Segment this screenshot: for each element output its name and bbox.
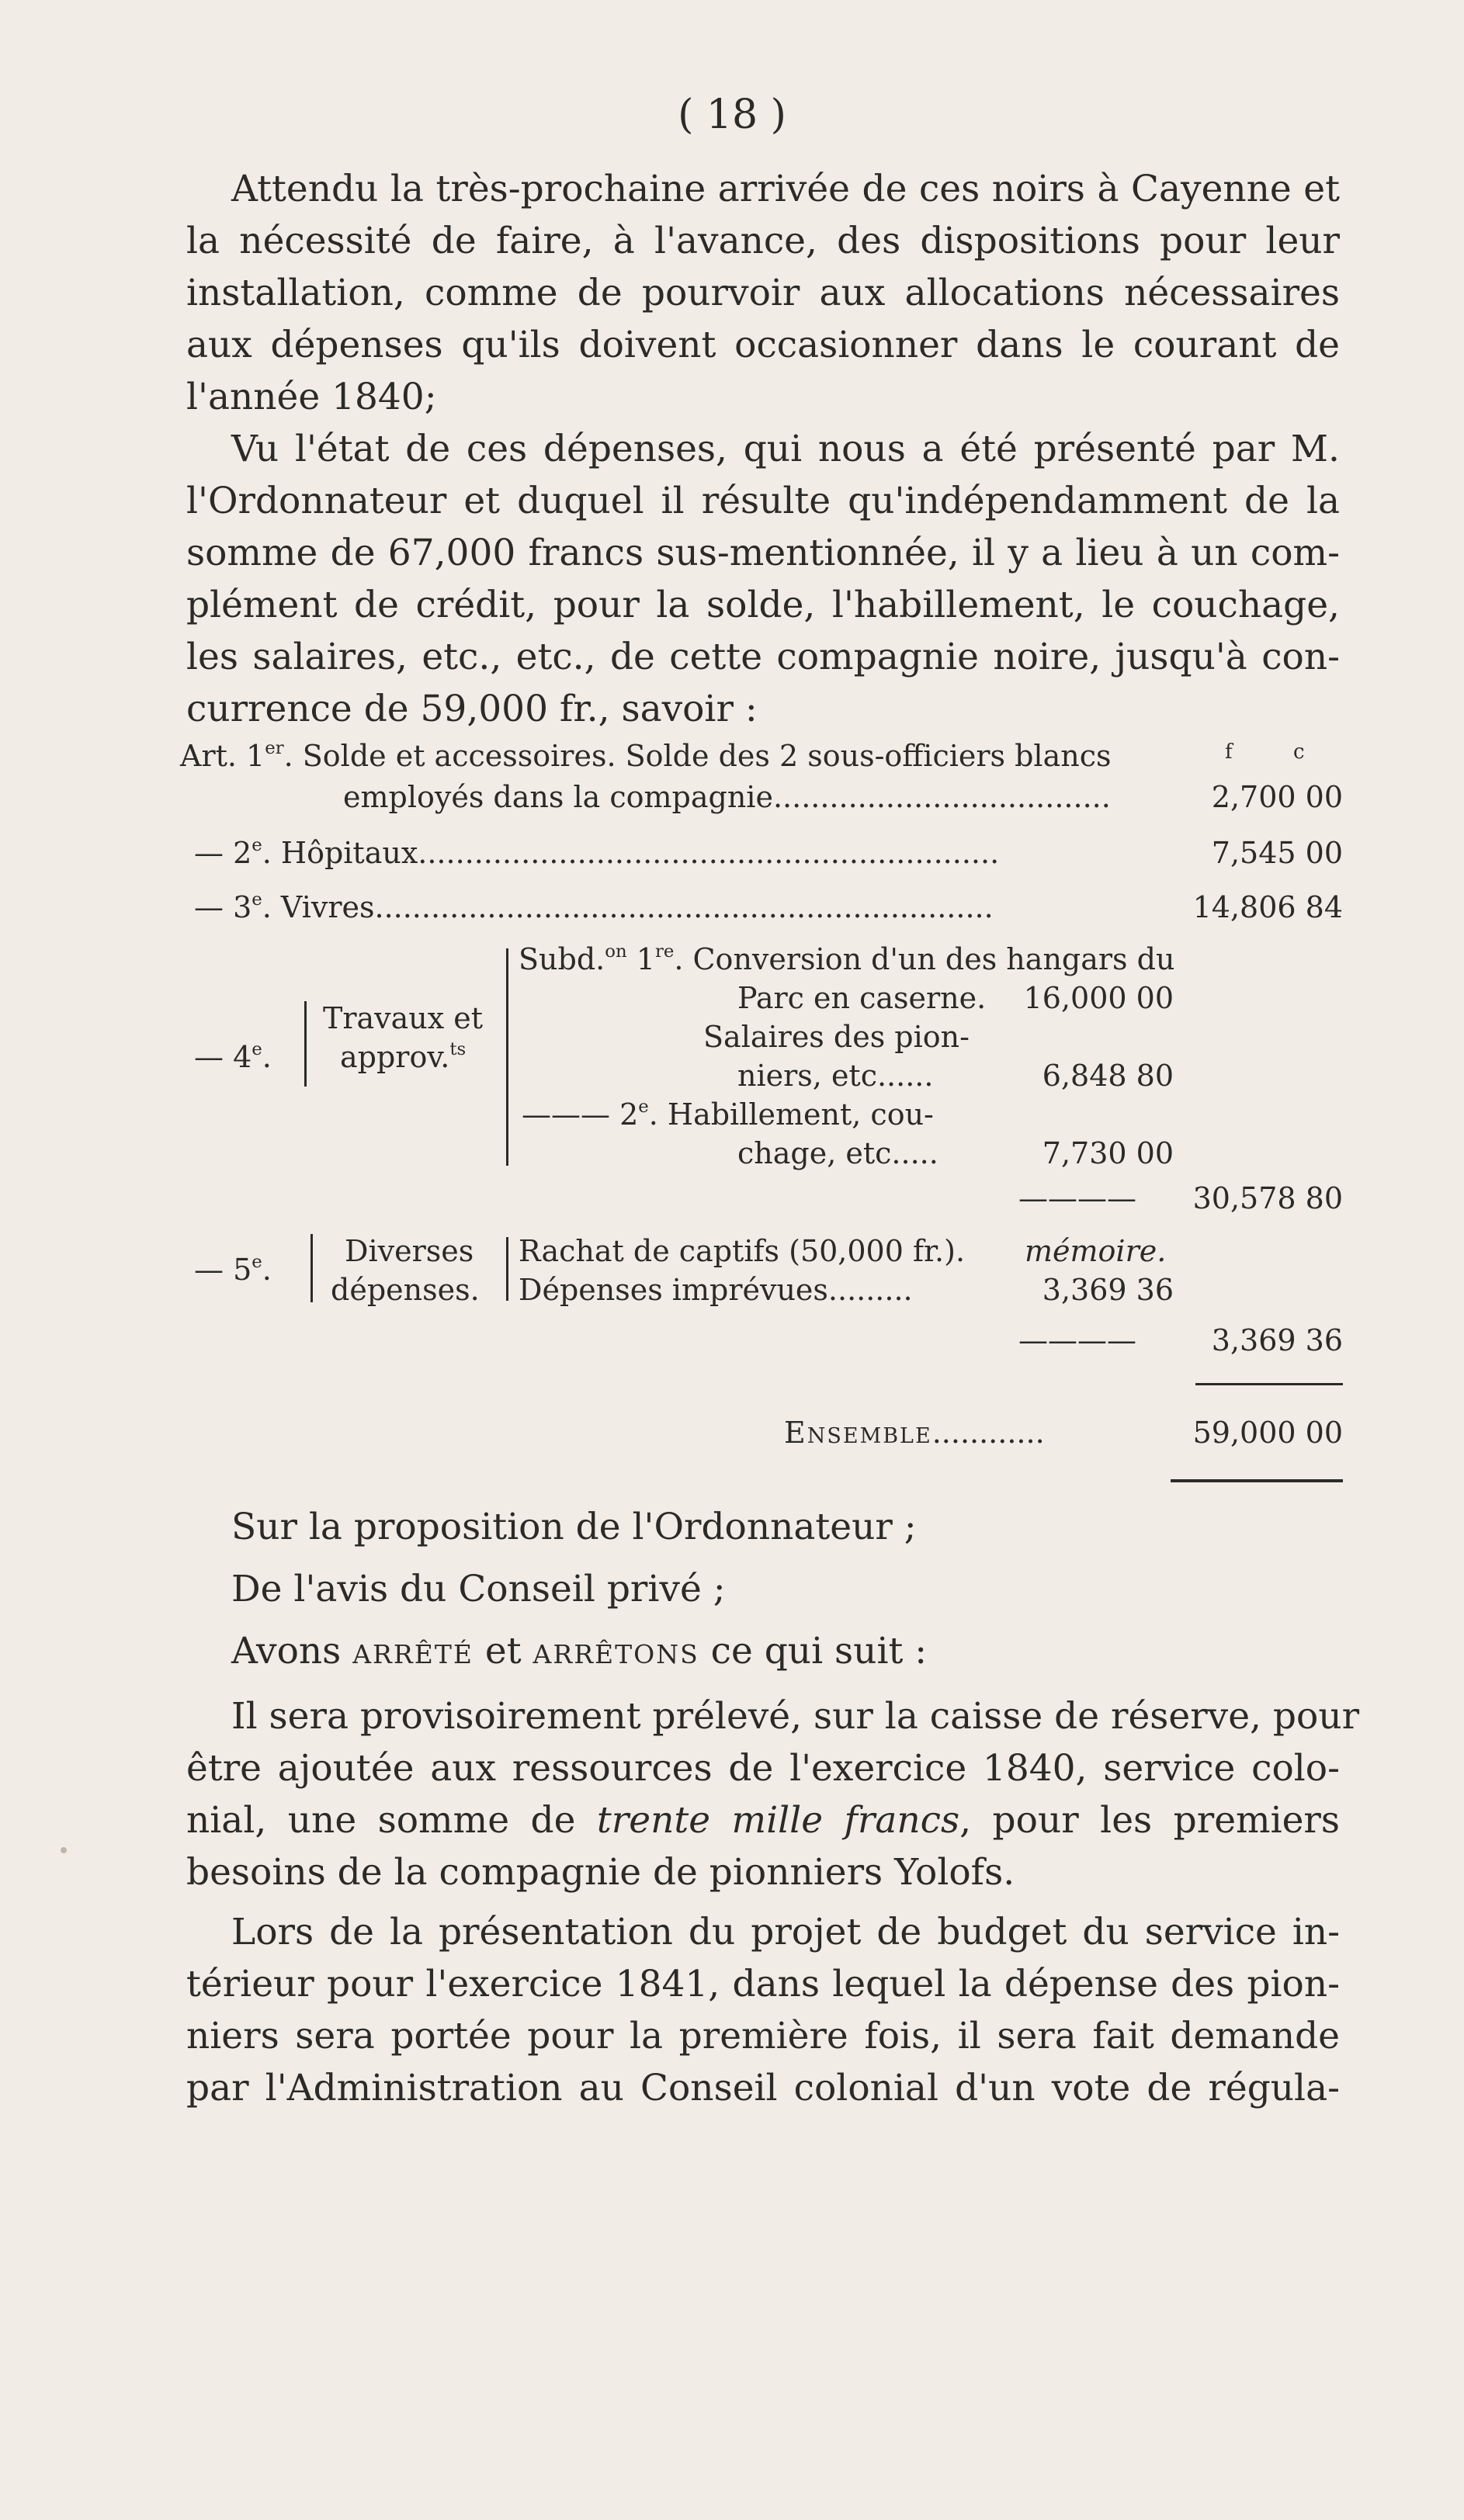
subdivision-1-sup: re [654, 941, 675, 962]
article-2-sup: e [252, 835, 262, 856]
article-2-label: . Hôpitaux [262, 836, 418, 870]
avons-arretons: arrêtons [533, 1630, 699, 1672]
article-1-sup: er [265, 738, 284, 759]
line-sur-la-proposition: Sur la proposition de l'Ordonnateur ; [231, 1506, 917, 1548]
avons-text-1: Avons [231, 1630, 353, 1672]
article-4-category-2-sup: ts [449, 1039, 467, 1060]
subdivision-1-amount-2: 6,848 80 [1042, 1059, 1174, 1093]
text-line: plément de crédit, pour la solde, l'habillement, le couchage, [186, 584, 1340, 626]
text-line: somme de 67,000 francs sus-mentionnée, il y a lieu à un com- [186, 532, 1340, 574]
article-1-amount: 2,700 00 [1211, 780, 1343, 814]
subdivision-2-amount: 7,730 00 [1042, 1136, 1174, 1170]
article-5-prefix: — 5e. [194, 1252, 272, 1287]
text-line: currence de 59,000 fr., savoir : [186, 688, 758, 730]
total-rule [1195, 1383, 1343, 1385]
text-run: , pour les premiers [959, 1799, 1341, 1842]
text-line: besoins de la compagnie de pionniers Yolofs. [186, 1851, 1015, 1894]
text-line [186, 1794, 1340, 1846]
article-3-amount: 14,806 84 [1192, 890, 1343, 924]
subdivision-head: Subd. [519, 942, 605, 976]
article-5-sum-dash: ———— [1018, 1323, 1136, 1357]
subdivision-2-number: 2 [610, 1097, 639, 1132]
paragraph-attendu [186, 163, 1340, 423]
article-1-text: . Solde et accessoires. Solde des 2 sous-officiers blancs [283, 739, 1112, 773]
article-5-sup: e [252, 1252, 262, 1273]
article-5-item-2-amount: 3,369 36 [1042, 1273, 1174, 1307]
total-label: Ensemble [784, 1416, 932, 1450]
article-4-sum-dash: ———— [1018, 1181, 1136, 1215]
text-line: l'Ordonnateur et duquel il résulte qu'indépendamment de la [186, 480, 1340, 522]
text-line: Vu l'état de ces dépenses, qui nous a été présenté par M. [231, 428, 1340, 470]
subdivision-2-line2: chage, etc..... [737, 1136, 938, 1170]
subdivision-1-text: . Conversion d'un des hangars du [674, 942, 1175, 976]
dot-leader: .............................................................. [418, 836, 1000, 870]
subdivision-1-line2: Parc en caserne. [737, 981, 987, 1015]
article-1-line1 [180, 737, 1112, 775]
avons-text-2: et [473, 1630, 533, 1672]
total-label-line [784, 1414, 1045, 1451]
article-3-sup: e [252, 889, 262, 910]
text-line: aux dépenses qu'ils doivent occasionner dans le courant de [186, 324, 1340, 366]
dot-leader: .................................... [772, 780, 1111, 814]
emphasis-amount: trente mille francs [596, 1799, 960, 1842]
avons-arrete: arrêté [352, 1630, 474, 1672]
article-3-prefix: — 3 [194, 890, 252, 924]
text-line: la nécessité de faire, à l'avance, des dispositions pour leur [186, 220, 1340, 262]
article-5-prefix-text: — 5 [194, 1253, 252, 1287]
brace-subdivisions [506, 948, 508, 1166]
article-4-category-2-text: approv. [340, 1040, 450, 1074]
text-line: Attendu la très-prochaine arrivée de ces noirs à Cayenne et [231, 168, 1340, 210]
paragraph-budget [186, 1906, 1340, 2114]
article-2-amount: 7,545 00 [1211, 836, 1343, 870]
total-amount: 59,000 00 [1192, 1416, 1343, 1450]
article-5-category-1: Diverses [345, 1234, 474, 1268]
article-1-line2 [343, 778, 1111, 816]
text-line: installation, comme de pourvoir aux allocations nécessaires [186, 272, 1340, 314]
subdivision-2-text: . Habillement, cou- [648, 1097, 934, 1132]
line-de-l-avis: De l'avis du Conseil privé ; [231, 1568, 726, 1610]
total-underline [1171, 1479, 1343, 1482]
subdivision-2-line1 [522, 1096, 934, 1133]
text-line: Il sera provisoirement prélevé, sur la caisse de réserve, pour [231, 1695, 1360, 1738]
article-1-prefix: Art. 1 [180, 739, 265, 773]
brace-article-5-items [506, 1237, 508, 1301]
subdivision-head-sup: on [605, 941, 627, 962]
text-line: térieur pour l'exercice 1841, dans lequel la dépense des pion- [186, 1963, 1340, 2005]
text-line: être ajoutée aux ressources de l'exercice 1840, service colo- [186, 1747, 1340, 1790]
text-line: Lors de la présentation du projet de budget du service in- [231, 1911, 1340, 1953]
article-5-category-2: dépenses. [331, 1273, 480, 1307]
article-4-prefix-text: — 4 [194, 1040, 252, 1074]
text-line: par l'Administration au Conseil colonial d'un vote de régula- [186, 2067, 1340, 2109]
article-5-item-2: Dépenses imprévues......... [519, 1273, 913, 1307]
subdivision-1-amount-1: 16,000 00 [1023, 981, 1174, 1015]
article-4-sup: e [252, 1039, 262, 1060]
unit-francs: f [1225, 740, 1233, 764]
text-line: les salaires, etc., etc., de cette compagnie noire, jusqu'à con- [186, 636, 1340, 678]
subdivision-1-line1 [519, 941, 1174, 978]
article-5-item-1: Rachat de captifs (50,000 fr.). [519, 1234, 966, 1268]
page-number: ( 18 ) [678, 92, 786, 138]
text-line: niers sera portée pour la première fois, il sera fait demande [186, 2015, 1340, 2057]
article-4-prefix: — 4e. [194, 1039, 272, 1074]
dot-leader: .................................................................. [374, 890, 994, 924]
article-4-category-2 [340, 1038, 466, 1076]
subdivision-1-line3: Salaires des pion- [703, 1020, 970, 1054]
brace-article-5 [310, 1234, 313, 1302]
article-1-text2: employés dans la compagnie [343, 780, 773, 814]
line-avons-arrete [231, 1630, 927, 1672]
article-4-total: 30,578 80 [1192, 1181, 1343, 1215]
article-2-line [194, 834, 999, 872]
paragraph-vu [186, 423, 1340, 735]
unit-centimes: c [1293, 740, 1305, 764]
subdivision-1-number: 1 [626, 942, 655, 976]
article-2-prefix: — 2 [194, 836, 252, 870]
text-line: l'année 1840; [186, 376, 437, 418]
subdivision-2-dash: ——— [522, 1097, 610, 1132]
article-5-item-1-amount: mémoire. [1025, 1234, 1167, 1268]
total-dots: ............ [931, 1416, 1045, 1450]
article-3-label: . Vivres [262, 890, 375, 924]
subdivision-1-line4: niers, etc...... [737, 1059, 934, 1093]
paragraph-prelevement [186, 1690, 1360, 1898]
article-3-line [194, 889, 994, 926]
brace-article-4 [304, 1001, 307, 1087]
text-run: nial, une somme de [186, 1799, 597, 1842]
subdivision-2-sup: e [638, 1097, 649, 1118]
paper-speck [61, 1847, 67, 1853]
article-5-total: 3,369 36 [1211, 1323, 1343, 1357]
avons-text-3: ce qui suit : [699, 1630, 928, 1672]
article-4-category-1: Travaux et [323, 1001, 484, 1035]
